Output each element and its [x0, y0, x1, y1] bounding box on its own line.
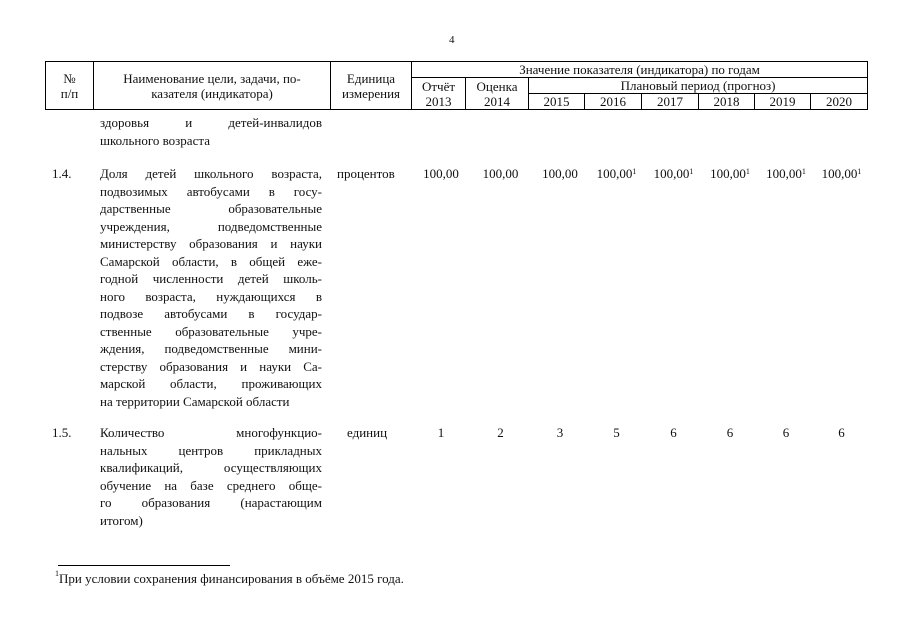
header-year-2018: 2018: [699, 94, 755, 110]
value-2020: 6: [838, 425, 845, 440]
value-2019: 100,00$^1$: [766, 166, 806, 181]
table-header: [45, 61, 868, 110]
value-2014: 100,00: [482, 166, 519, 181]
value-2018: 6: [726, 425, 734, 440]
value-2020: 100,00$^1$: [821, 166, 862, 181]
header-unit: Единица измерения: [331, 62, 412, 110]
row-number: 1.4.: [52, 166, 72, 181]
header-values-title: Значение показателя (индикатора) по годам: [412, 62, 868, 78]
value-2017: 100,00$^1$: [653, 166, 694, 181]
header-year-2017: 2017: [642, 94, 699, 110]
page-number: 4: [449, 34, 455, 46]
row-indicator-name: Доля детей школьного возраста, подвозимых автобусами в госу- дарственные образовательные учреждения, подведомственные министерству образования и науки Самарской области, в общей еже- годной численности детей школь- ного возраста, нуждающихся в подвозе автобусами в государ- ственные образовательные учре- ждения, подведомственные мини- стерству образования и науки Са- марской области, проживающих на территории Самарской области: [100, 166, 322, 409]
value-2013: 1: [437, 425, 445, 440]
value-2015: 3: [556, 425, 564, 440]
row-unit: единиц: [347, 425, 388, 440]
header-plan-period: Плановый период (прогноз): [529, 78, 868, 94]
header-year-2015: 2015: [529, 94, 585, 110]
header-estimate-2014: Оценка 2014: [466, 78, 529, 110]
header-year-2019: 2019: [755, 94, 811, 110]
header-year-2020: 2020: [811, 94, 868, 110]
header-year-2016: 2016: [585, 94, 642, 110]
header-report-2013: Отчёт 2013: [412, 78, 466, 110]
header-num: № п/п: [46, 62, 94, 110]
row-indicator-name: Количество многофункцио- нальных центров прикладных квалификаций, осуществляющих обучение на базе среднего обще- го образования (нарастающим итогом): [100, 425, 322, 528]
continuation-text: здоровья и детей-инвалидов школьного возраста: [100, 115, 322, 148]
row-unit: процентов: [337, 166, 395, 181]
value-2017: 6: [670, 425, 677, 440]
value-2014: 2: [497, 425, 504, 440]
value-2013: 100,00: [423, 166, 459, 181]
value-2019: 6: [782, 425, 790, 440]
footnote: $^1$При условии сохранения финансирования в объёме 2015 года.: [55, 569, 404, 586]
header-name: Наименование цели, задачи, по- казателя (индикатора): [94, 62, 331, 110]
value-2016: 5: [613, 425, 620, 440]
row-number: 1.5.: [52, 425, 72, 440]
value-2015: 100,00: [542, 166, 578, 181]
footnote-divider: [58, 565, 230, 566]
value-2016: 100,00$^1$: [596, 166, 637, 181]
value-2018: 100,00$^1$: [710, 166, 750, 181]
